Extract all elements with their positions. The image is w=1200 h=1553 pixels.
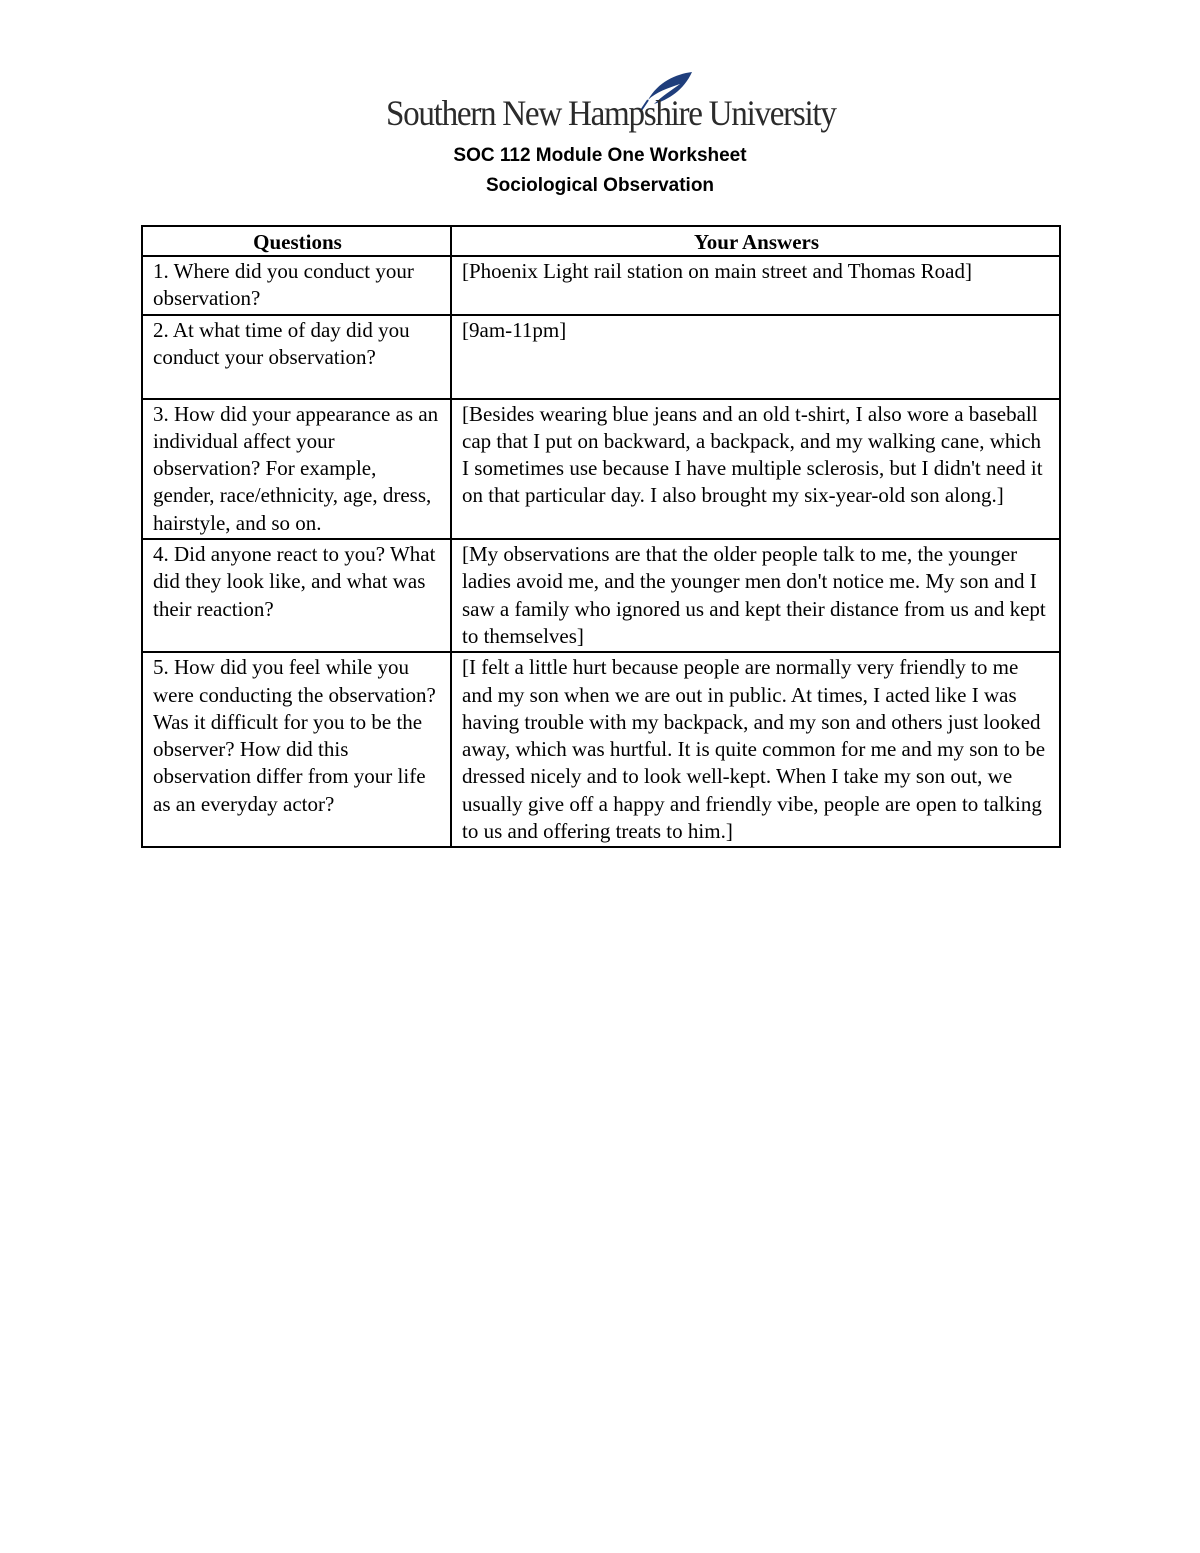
worksheet-table [141, 225, 1061, 848]
answers-column-header: Your Answers [451, 226, 1060, 256]
answer-cell: [My observations are that the older people talk to me, the younger ladies avoid me, and the younger men don't notice me. My son and I saw a family who ignored us and kept their distance from us and kept to themselves] [451, 539, 1060, 652]
table-row [142, 652, 1060, 847]
worksheet-subtitle: Sociological Observation [485, 175, 715, 196]
university-logo [386, 70, 836, 136]
question-cell: 4. Did anyone react to you? What did they look like, and what was their reaction? [142, 539, 451, 652]
question-cell: 3. How did your appearance as an individual affect your observation? For example, gender, race/ethnicity, age, dress, hairstyle, and so on. [142, 399, 451, 539]
worksheet-title: SOC 112 Module One Worksheet [453, 145, 747, 166]
logo-wordmark: Southern New Hampshire University [386, 93, 836, 133]
table-row [142, 256, 1060, 315]
table-header-row [142, 226, 1060, 256]
questions-column-header: Questions [142, 226, 451, 256]
question-cell: 2. At what time of day did you conduct your observation? [142, 315, 451, 399]
table-row [142, 539, 1060, 652]
question-cell: 5. How did you feel while you were conducting the observation? Was it difficult for you to be the observer? How did this observation differ from your life as an everyday actor? [142, 652, 451, 847]
answer-cell: [9am-11pm] [451, 315, 1060, 399]
table-row [142, 315, 1060, 399]
answer-cell: [I felt a little hurt because people are normally very friendly to me and my son when we are out in public. At times, I acted like I was having trouble with my backpack, and my son and others just looked away, which was hurtful. It is quite common for me and my son to be dressed nicely and to look well-kept. When I take my son out, we usually give off a happy and friendly vibe, people are open to talking to us and offering treats to him.] [451, 652, 1060, 847]
answer-cell: [Besides wearing blue jeans and an old t-shirt, I also wore a baseball cap that I put on backward, a backpack, and my walking cane, which I sometimes use because I have multiple sclerosis, but I didn't need it on that particular day. I also brought my six-year-old son along.] [451, 399, 1060, 539]
question-cell: 1. Where did you conduct your observation? [142, 256, 451, 315]
table-row [142, 399, 1060, 539]
answer-cell: [Phoenix Light rail station on main street and Thomas Road] [451, 256, 1060, 315]
